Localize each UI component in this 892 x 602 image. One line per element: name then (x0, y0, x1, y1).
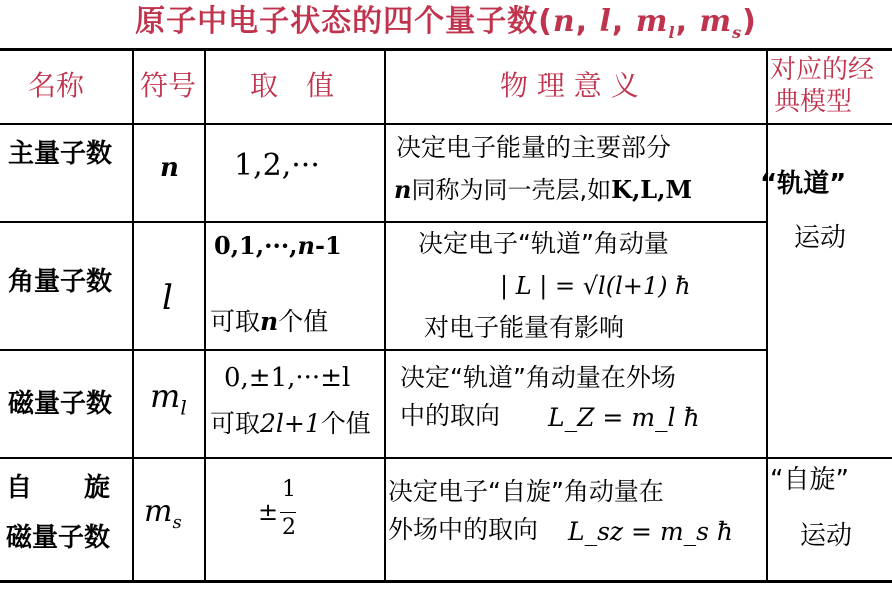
angular-value-1 (214, 230, 342, 262)
angular-formula: | L | = √l(l+1) ħ (500, 272, 691, 300)
spin-value-den: 2 (282, 515, 296, 540)
row-rule (0, 349, 766, 351)
angular-name: 角量子数 (8, 267, 113, 297)
principal-value: 1,2,··· (234, 148, 320, 183)
title-sep: , (575, 4, 600, 39)
header-name: 名称 (28, 69, 85, 102)
title-sep: , (611, 4, 636, 39)
title-ms-sub: s (732, 23, 743, 42)
row-rule (0, 221, 766, 223)
angular-value-2 (210, 306, 328, 338)
magnetic-name: 磁量子数 (8, 389, 113, 419)
principal-klm: K,L,M (611, 175, 693, 204)
magnetic-formula: L_Z = m_l ħ (548, 403, 700, 432)
magnetic-meaning-1: 决定“轨道”角动量在外场 (400, 363, 676, 392)
magnetic-count-a: 可取 (210, 409, 261, 438)
principal-n: n (394, 175, 412, 204)
col-rule (204, 48, 206, 582)
spin-symbol (144, 496, 182, 539)
title-prefix: 原子中电子状态的四个量子数( (135, 4, 553, 39)
title-sep: , (675, 4, 700, 39)
angular-range-a: 0,1,···, (214, 231, 298, 260)
magnetic-value-1: 0,±1,···±l (224, 363, 351, 393)
magnetic-count-c: 个值 (320, 409, 371, 438)
title-suffix: ) (742, 4, 757, 39)
magnetic-symbol-sub: l (180, 395, 187, 420)
header-classical-1: 对应的经 (770, 55, 875, 85)
title-ml-sub: l (668, 23, 676, 42)
col-rule (384, 48, 386, 582)
principal-shell-text: 同称为同一壳层,如 (411, 176, 612, 204)
header-classical-2: 典模型 (774, 87, 853, 117)
magnetic-value-2 (210, 408, 371, 440)
spin-value-pm: ± (258, 498, 279, 526)
principal-symbol: n (160, 153, 179, 183)
magnetic-count-b: 2l+1 (260, 409, 321, 438)
col-rule (132, 48, 134, 582)
principal-meaning-2 (394, 174, 692, 206)
magnetic-meaning-2: 中的取向 (400, 401, 501, 430)
classical-spin-1: “自旋” (770, 465, 849, 495)
angular-symbol: l (162, 278, 173, 318)
header-value: 取 值 (250, 69, 335, 102)
title-ms: m (699, 4, 733, 39)
angular-meaning-3: 对电子能量有影响 (424, 313, 625, 342)
spin-meaning-1: 决定电子“自旋”角动量在 (388, 477, 664, 506)
spin-value-num: 1 (282, 477, 296, 502)
angular-range-n: n (297, 231, 315, 260)
title-ml: m (635, 4, 669, 39)
classical-orbit-2: 运动 (794, 223, 847, 253)
angular-range-b: -1 (314, 231, 342, 260)
classical-orbit-1: “轨道” (760, 169, 847, 199)
spin-meaning-2: 外场中的取向 (388, 515, 539, 544)
magnetic-symbol-m: m (150, 377, 181, 415)
spin-formula: L_sz = m_s ħ (568, 517, 734, 546)
header-meaning: 物 理 意 义 (500, 69, 639, 102)
angular-meaning-1: 决定电子“轨道”角动量 (418, 229, 669, 258)
spin-name-2: 磁量子数 (6, 523, 111, 553)
classical-spin-2: 运动 (800, 521, 853, 551)
header-symbol: 符号 (140, 69, 197, 102)
angular-count-a: 可取 (210, 307, 261, 336)
spin-symbol-m: m (144, 494, 173, 529)
spin-name-1: 自 旋 (6, 473, 111, 503)
principal-name: 主量子数 (8, 139, 113, 169)
col-rule (766, 48, 768, 582)
magnetic-symbol (150, 377, 187, 423)
title-l: l (599, 4, 612, 39)
angular-count-b: 个值 (278, 307, 329, 336)
principal-meaning-1: 决定电子能量的主要部分 (396, 133, 672, 162)
title-n: n (552, 4, 576, 39)
spin-symbol-sub: s (172, 512, 182, 533)
angular-count-n: n (260, 307, 279, 336)
